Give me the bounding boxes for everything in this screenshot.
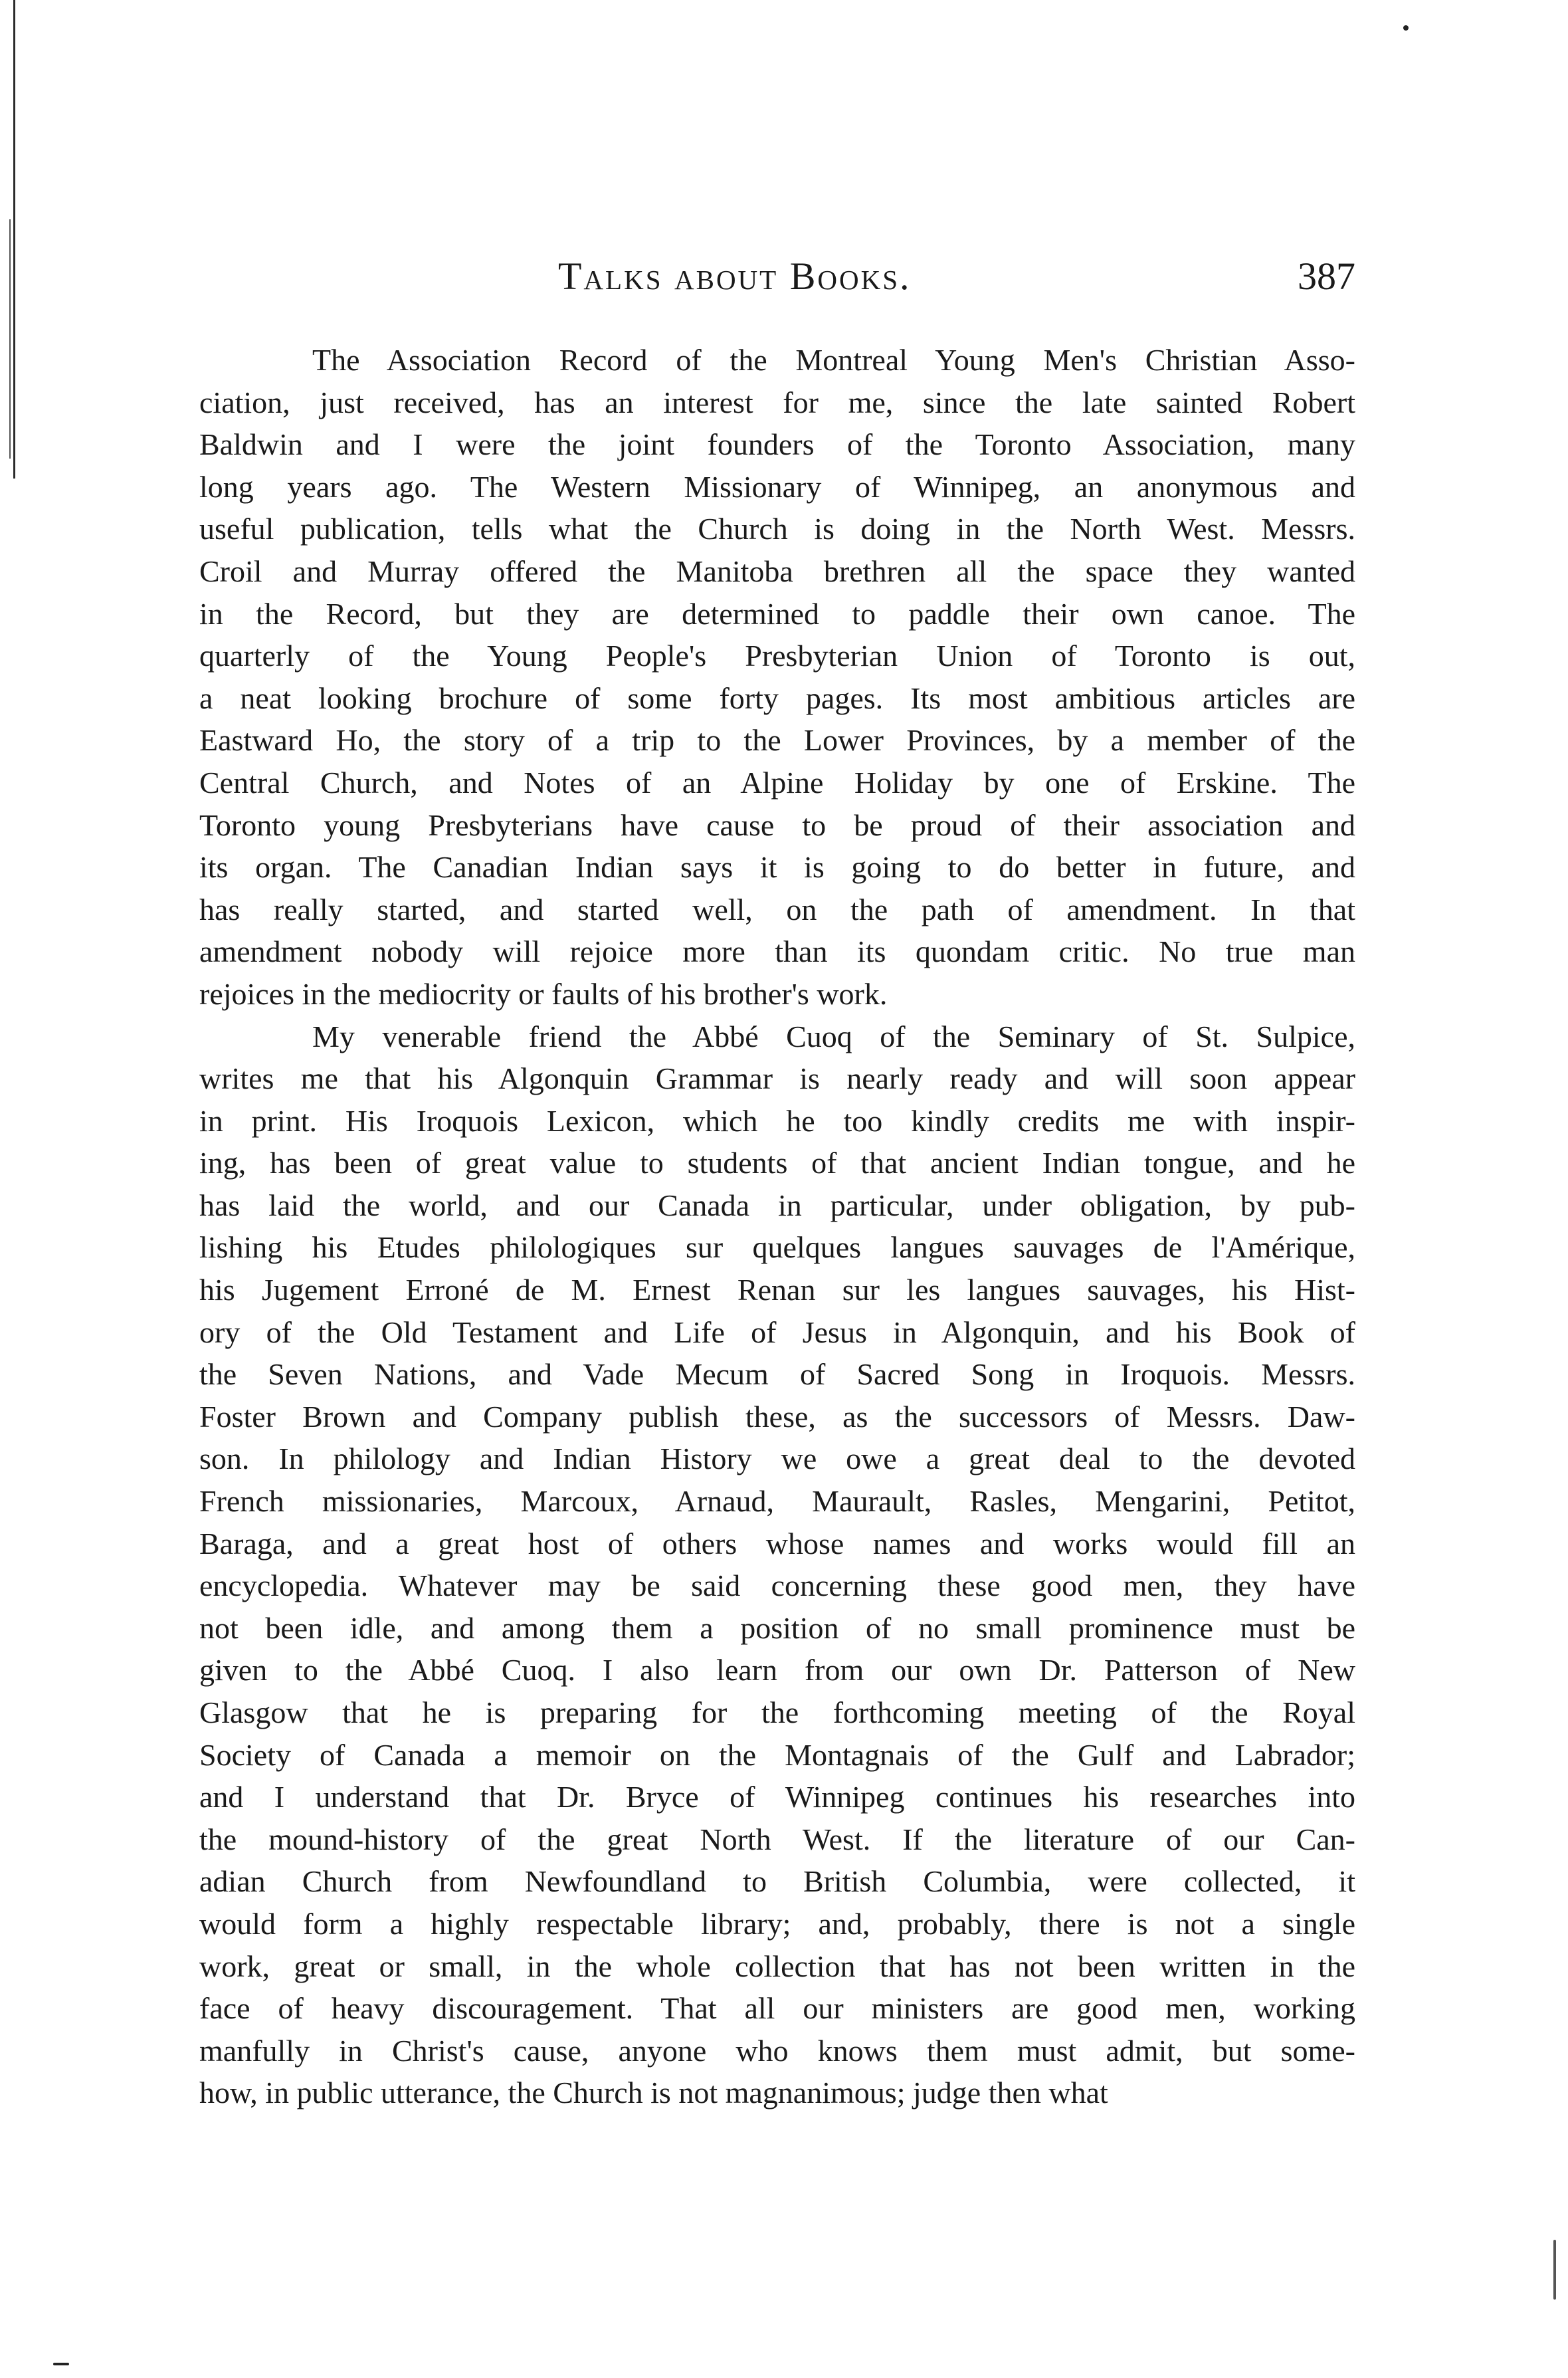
text-line: how, in public utterance, the Church is not magnanimous; judge then what <box>199 2076 1108 2110</box>
scan-edge-mark <box>1553 2240 1556 2300</box>
text-line: its organ. The Canadian Indian says it is going to do better in future, and <box>199 850 1355 885</box>
text-line: ciation, just received, has an interest for me, since the late sainted Robert <box>199 385 1355 419</box>
text-line: Baldwin and I were the joint founders of the Toronto Association, many <box>199 427 1355 462</box>
text-line: ory of the Old Testament and Life of Jesus in Algonquin, and his Book of <box>199 1315 1355 1349</box>
text-line: Baraga, and a great host of others whose names and works would fill an <box>199 1526 1355 1561</box>
text-line: in the Record, but they are determined to paddle their own canoe. The <box>199 596 1355 631</box>
running-title: Talks about Books. <box>558 255 912 298</box>
text-line: and I understand that Dr. Bryce of Winnipeg continues his researches into <box>199 1780 1355 1814</box>
text-line: Croil and Murray offered the Manitoba brethren all the space they wanted <box>199 554 1355 588</box>
text-line: Foster Brown and Company publish these, as the successors of Messrs. Daw- <box>199 1399 1355 1434</box>
text-line: has really started, and started well, on the path of amendment. In that <box>199 892 1355 926</box>
text-line: encyclopedia. Whatever may be said concerning these good men, they have <box>199 1568 1355 1603</box>
text-line: long years ago. The Western Missionary of Winnipeg, an anonymous and <box>199 469 1355 504</box>
scan-edge-mark-bottom <box>53 2363 69 2365</box>
text-line: writes me that his Algonquin Grammar is nearly ready and will soon appear <box>199 1061 1355 1096</box>
text-line: rejoices in the mediocrity or faults of his brother's work. <box>199 976 888 1011</box>
text-line: Society of Canada a memoir on the Montagnais of the Gulf and Labrador; <box>199 1737 1355 1772</box>
text-line: amendment nobody will rejoice more than its quondam critic. No true man <box>199 934 1355 969</box>
text-line: Central Church, and Notes of an Alpine Holiday by one of Erskine. The <box>199 765 1355 800</box>
text-line: Glasgow that he is preparing for the forthcoming meeting of the Royal <box>199 1695 1355 1729</box>
text-line: the Seven Nations, and Vade Mecum of Sacred Song in Iroquois. Messrs. <box>199 1357 1355 1392</box>
paragraph <box>199 1016 1355 2114</box>
text-line: My venerable friend the Abbé Cuoq of the Seminary of St. Sulpice, <box>312 1019 1355 1053</box>
text-line: ing, has been of great value to students of that ancient Indian tongue, and he <box>199 1146 1355 1180</box>
text-line: Eastward Ho, the story of a trip to the Lower Provinces, by a member of the <box>199 723 1355 758</box>
text-line: a neat looking brochure of some forty pages. Its most ambitious articles are <box>199 681 1355 715</box>
text-line: quarterly of the Young People's Presbyterian Union of Toronto is out, <box>199 639 1355 673</box>
text-line: The Association Record of the Montreal Young Men's Christian Asso- <box>312 343 1355 377</box>
text-line: lishing his Etudes philologiques sur quelques langues sauvages de l'Amérique, <box>199 1230 1355 1265</box>
page-header <box>199 254 1355 314</box>
text-line: work, great or small, in the whole collection that has not been written in the <box>199 1949 1355 1983</box>
text-line: French missionaries, Marcoux, Arnaud, Maurault, Rasles, Mengarini, Petitot, <box>199 1484 1355 1519</box>
text-line: Toronto young Presbyterians have cause to be proud of their association and <box>199 808 1355 842</box>
text-line: given to the Abbé Cuoq. I also learn from our own Dr. Patterson of New <box>199 1653 1355 1687</box>
text-line: adian Church from Newfoundland to British Columbia, were collected, it <box>199 1864 1355 1899</box>
binding-edge-line-inner <box>9 219 11 459</box>
body-text <box>199 339 1355 2114</box>
text-line: not been idle, and among them a position of no small prominence must be <box>199 1610 1355 1645</box>
text-line: face of heavy discouragement. That all our ministers are good men, working <box>199 1991 1355 2026</box>
text-line: manfully in Christ's cause, anyone who knows them must admit, but some- <box>199 2033 1355 2068</box>
text-line: his Jugement Erroné de M. Ernest Renan sur les langues sauvages, his Hist- <box>199 1273 1355 1307</box>
scan-speck <box>1403 25 1409 31</box>
text-line: would form a highly respectable library; and, probably, there is not a single <box>199 1906 1355 1941</box>
text-line: useful publication, tells what the Church is doing in the North West. Messrs. <box>199 512 1355 546</box>
text-line: the mound-history of the great North West. If the literature of our Can- <box>199 1822 1355 1856</box>
paragraph <box>199 339 1355 1016</box>
binding-edge-line <box>13 0 15 479</box>
text-line: has laid the world, and our Canada in particular, under obligation, by pub- <box>199 1188 1355 1222</box>
page-number: 387 <box>1298 255 1355 298</box>
text-line: son. In philology and Indian History we owe a great deal to the devoted <box>199 1442 1355 1476</box>
text-line: in print. His Iroquois Lexicon, which he too kindly credits me with inspir- <box>199 1103 1355 1138</box>
